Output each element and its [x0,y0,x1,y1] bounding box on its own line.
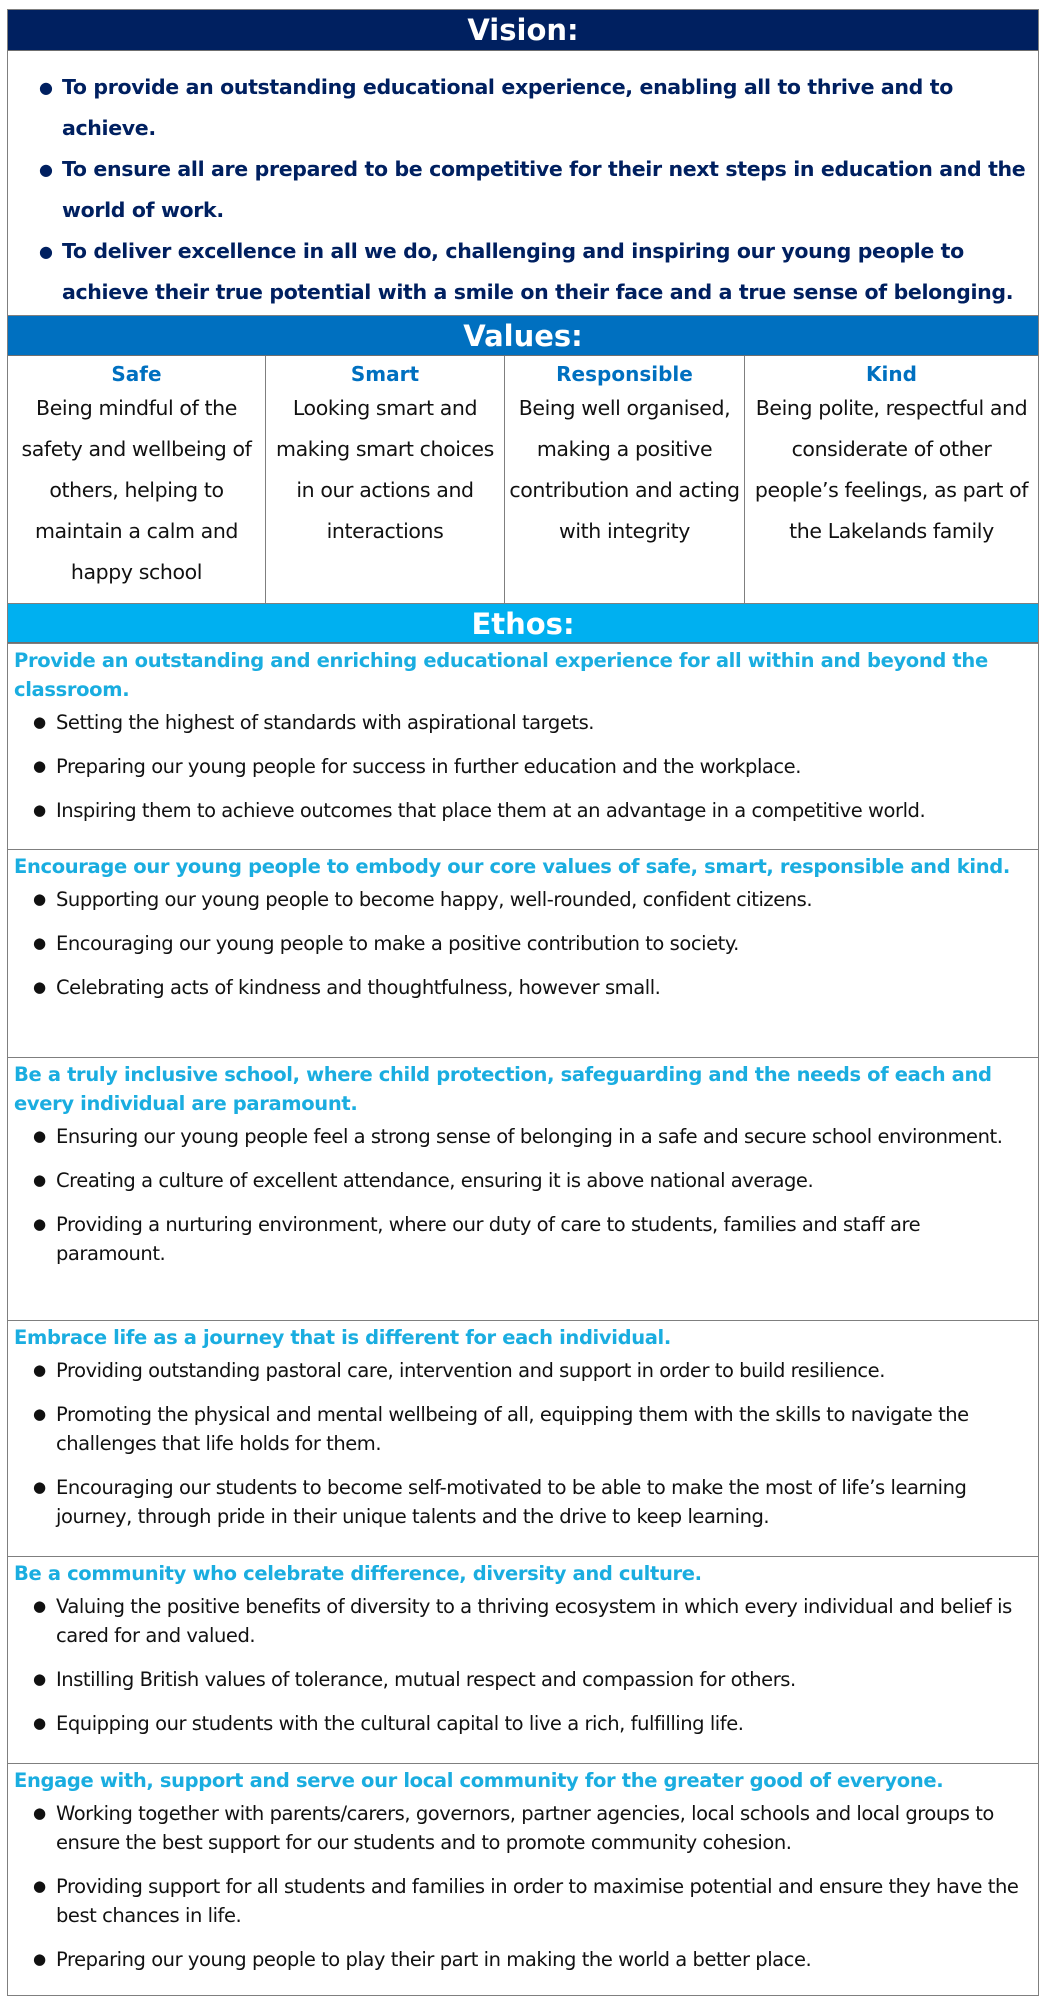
ethos-heading: Engage with, support and serve our local community for the greater good of everyone. [14,1769,944,1792]
ethos-heading: Encourage our young people to embody our core values of safe, smart, responsible and kind. [14,855,1010,878]
bullet-icon: ● [33,713,46,731]
ethos-item: ● Equipping our students with the cultural capital to live a rich, fulfilling life. [56,1709,1030,1738]
ethos-item: ● Working together with parents/carers, governors, partner agencies, local schools and local groups to ensure the best support for our students and to promote community cohesion. [56,1799,1030,1857]
vision-body [8,51,1038,315]
value-title: Safe [111,362,162,386]
bullet-icon: ● [33,757,46,775]
bullet-icon: ● [33,890,46,908]
vision-item: ● To ensure all are prepared to be competitive for their next steps in education and the world of work. [62,149,1038,231]
ethos-heading: Provide an outstanding and enriching educational experience for all within and beyond the classroom. [14,649,988,701]
value-description: Being polite, respectful and considerate of other people’s feelings, as part of the Lakelands family [754,396,1029,543]
ethos-list [14,1122,1030,1268]
ethos-item: ● Preparing our young people to play their part in making the world a better place. [56,1945,1030,1974]
vision-values-ethos-document [7,9,1039,1996]
ethos-list [14,708,1030,825]
ethos-item: ● Promoting the physical and mental wellbeing of all, equipping them with the skills to navigate the challenges that life holds for them. [56,1400,1030,1458]
value-title: Kind [866,362,917,386]
bullet-icon: ● [33,1127,46,1145]
bullet-icon: ● [33,1597,46,1615]
ethos-heading: Be a truly inclusive school, where child protection, safeguarding and the needs of each and every individual are paramount. [14,1063,992,1115]
ethos-section [8,1763,1038,1995]
ethos-heading: Embrace life as a journey that is different for each individual. [14,1326,671,1349]
ethos-list [14,1356,1030,1531]
value-cell-responsible [505,356,745,603]
ethos-item: ● Creating a culture of excellent attendance, ensuring it is above national average. [56,1166,1030,1195]
bullet-icon: ● [33,1215,46,1233]
ethos-item: ● Celebrating acts of kindness and thoughtfulness, however small. [56,973,1030,1002]
bullet-icon: ● [33,1478,46,1496]
vision-item: ● To deliver excellence in all we do, challenging and inspiring our young people to achieve their true potential with a smile on their face and a true sense of belonging. [62,231,1038,313]
bullet-icon: ● [33,1670,46,1688]
ethos-item: ● Encouraging our young people to make a positive contribution to society. [56,929,1030,958]
vision-item: ● To provide an outstanding educational experience, enabling all to thrive and to achieve. [62,67,1038,149]
bullet-icon: ● [33,978,46,996]
bullet-icon: ● [33,934,46,952]
ethos-item: ● Encouraging our students to become self-motivated to be able to make the most of life’s learning journey, through pride in their unique talents and the drive to keep learning. [56,1473,1030,1531]
ethos-item: ● Preparing our young people for success in further education and the workplace. [56,752,1030,781]
values-table [8,356,1038,603]
value-title: Smart [350,362,420,386]
ethos-list [14,1799,1030,1974]
bullet-icon: ● [33,1171,46,1189]
ethos-item: ● Instilling British values of tolerance, mutual respect and compassion for others. [56,1665,1030,1694]
ethos-item: ● Supporting our young people to become happy, well-rounded, confident citizens. [56,885,1030,914]
ethos-item: ● Providing support for all students and families in order to maximise potential and ensure they have the best chances in life. [56,1872,1030,1930]
ethos-item: ● Providing a nurturing environment, where our duty of care to students, families and staff are paramount. [56,1210,1030,1268]
value-cell-safe [8,356,266,603]
ethos-header: Ethos: [8,603,1038,643]
value-cell-smart [266,356,505,603]
value-cell-kind [745,356,1038,603]
bullet-icon: ● [33,801,46,819]
value-title: Responsible [556,362,693,386]
bullet-icon: ● [39,160,53,179]
bullet-icon: ● [33,1950,46,1968]
ethos-section [8,1556,1038,1763]
ethos-item: ● Inspiring them to achieve outcomes that place them at an advantage in a competitive world. [56,796,1030,825]
ethos-item: ● Providing outstanding pastoral care, intervention and support in order to build resilience. [56,1356,1030,1385]
ethos-section [8,1320,1038,1556]
ethos-list [14,1592,1030,1738]
ethos-item: ● Ensuring our young people feel a strong sense of belonging in a safe and secure school environment. [56,1122,1030,1151]
ethos-list [14,885,1030,1002]
bullet-icon: ● [33,1405,46,1423]
value-description: Being mindful of the safety and wellbeing of others, helping to maintain a calm and happy school [21,396,252,584]
bullet-icon: ● [33,1877,46,1895]
value-description: Being well organised, making a positive contribution and acting with integrity [509,396,740,543]
bullet-icon: ● [39,78,53,97]
value-description: Looking smart and making smart choices in our actions and interactions [276,396,494,543]
ethos-heading: Be a community who celebrate difference, diversity and culture. [14,1562,702,1585]
bullet-icon: ● [39,242,53,261]
ethos-section [8,849,1038,1057]
vision-list [8,51,1038,313]
bullet-icon: ● [33,1714,46,1732]
bullet-icon: ● [33,1804,46,1822]
values-header: Values: [8,315,1038,356]
ethos-section [8,1057,1038,1320]
ethos-item: ● Setting the highest of standards with aspirational targets. [56,708,1030,737]
ethos-item: ● Valuing the positive benefits of diversity to a thriving ecosystem in which every individual and belief is cared for and valued. [56,1592,1030,1650]
ethos-section [8,643,1038,849]
vision-header: Vision: [8,10,1038,51]
bullet-icon: ● [33,1361,46,1379]
